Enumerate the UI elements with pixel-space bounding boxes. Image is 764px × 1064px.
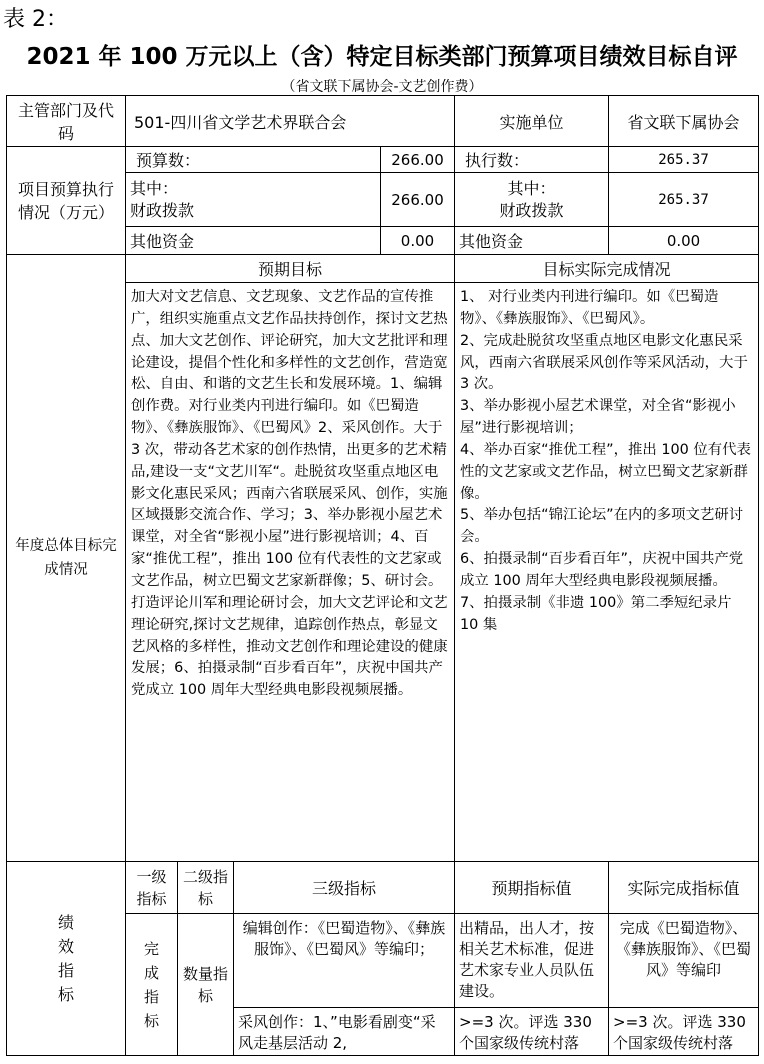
- actual-goal-item: 3、举办影视小屋艺术课堂，对全省“影视小屋”进行影视培训；: [460, 398, 736, 437]
- other-funds-label-left: 其他资金: [126, 227, 381, 255]
- table-number-label: 表 2：: [3, 7, 68, 32]
- other-funds-label-right: 其他资金: [455, 227, 609, 255]
- actual-goal-list: [455, 283, 759, 862]
- unit-label: 实施单位: [455, 96, 609, 147]
- document-title: 2021 年 100 万元以上（含）特定目标类部门预算项目绩效目标自评: [26, 44, 738, 70]
- col-actual-header: 实际完成指标值: [609, 862, 759, 914]
- fiscal-label-left: 其中： 财政拨款: [126, 173, 381, 227]
- actual-goal-item: 2、完成赴脱贫攻坚重点地区电影文化惠民采风，西南六省联展采风创作等采风活动，大于 3 次。: [460, 332, 748, 393]
- dept-value: 501-四川省文学艺术界联合会: [126, 96, 455, 147]
- expected-goal-text: 加大对文艺信息、文艺现象、文艺作品的宣传推广，组织实施重点文艺作品扶持创作，探讨文艺热点、加大文艺创作、评论研究，加大文艺批评和理论建设，提倡个性化和多样性的文艺创作，营造宽松、自由、和谐的文艺生长和发展环境。1、编辑创作费。对行业类内刊进行编印。如《巴蜀造物》、《彝族服饰》、《巴蜀风》2、采风创作。大于 3 次，带动各艺术家的创作热情，出更多的艺术精品,建设一支“文艺川军“。赴脱贫攻坚重点地区电影文化惠民采风；西南六省联展采风、创作，实施区域摄影交流合作、学习；3、举办影视小屋艺术课堂，对全省“影视小屋”进行影视培训；4、百家“推优工程”，推出 100 位有代表性的文艺家或文艺作品，树立巴蜀文艺家新群像；5、研讨会。打造评论川军和理论研讨会，加大文艺评论和文艺理论研究,探讨文艺规律，追踪创作热点，彰显文艺风格的多样性，推动文艺创作和理论建设的健康发展；6、拍摄录制“百步看百年”，庆祝中国共产党成立 100 周年大型经典电影段视频展播。: [126, 283, 455, 862]
- actual-goal-item: 1、 对行业类内刊进行编印。如《巴蜀造物》、《彝族服饰》、《巴蜀风》。: [460, 289, 719, 327]
- col-level3-header: 三级指标: [234, 862, 455, 914]
- col-level2-header: 二级指标: [178, 862, 234, 914]
- level2-value: 数量指标: [178, 914, 234, 1056]
- indicator-level3: 采风创作：1、”电影看剧变“采风走基层活动 2,: [234, 1008, 455, 1056]
- fiscal-value-left: 266.00: [381, 173, 455, 227]
- level1-value: [126, 914, 178, 1056]
- actual-goal-item: 5、举办包括“锦江论坛”在内的多项文艺研讨会。: [460, 507, 744, 546]
- indicator-level3: 编辑创作：《巴蜀造物》、《彝族服饰》、《巴蜀风》等编印；: [234, 914, 455, 1008]
- col-level1-header: 一级指标: [126, 862, 178, 914]
- exec-amount-value: 265.37: [609, 147, 759, 173]
- performance-label: [7, 862, 126, 1056]
- budget-amount-value: 266.00: [381, 147, 455, 173]
- goals-label: 年度总体目标完成情况: [7, 255, 126, 862]
- dept-label: 主管部门及代码: [7, 96, 126, 147]
- indicator-expected: >=3 次。评选 330 个国家级传统村落: [455, 1008, 609, 1056]
- fiscal-label-right: 其中： 财政拨款: [455, 173, 609, 227]
- actual-goal-item: 4、举办百家“推优工程”，推出 100 位有代表性的文艺家或文艺作品，树立巴蜀文艺家新群像。: [460, 441, 751, 502]
- unit-value: 省文联下属协会: [609, 96, 759, 147]
- actual-goal-item: 6、拍摄录制“百步看百年”，庆祝中国共产党成立 100 周年大型经典电影段视频展播。: [460, 551, 744, 589]
- budget-amount-label: 预算数：: [126, 147, 381, 173]
- actual-goal-item: 7、拍摄录制《非遗 100》第二季短纪录片 10 集: [460, 594, 732, 633]
- indicator-expected: 出精品，出人才，按相关艺术标准，促进艺术家专业人员队伍建设。: [455, 914, 609, 1008]
- document-subtitle: （省文联下属协会-文艺创作费）: [281, 79, 483, 95]
- other-funds-value-right: 0.00: [609, 227, 759, 255]
- budget-label: 项目预算执行情况（万元）: [7, 147, 126, 255]
- level1-value-text: 完 成 指 标: [143, 939, 159, 1030]
- exec-amount-label: 执行数：: [455, 147, 609, 173]
- other-funds-value-left: 0.00: [381, 227, 455, 255]
- expected-goal-header: 预期目标: [126, 255, 455, 283]
- col-expected-header: 预期指标值: [455, 862, 609, 914]
- fiscal-value-right: 265.37: [609, 173, 759, 227]
- indicator-actual: >=3 次。评选 330 个国家级传统村落: [609, 1008, 759, 1056]
- performance-label-text: 绩 效 指 标: [57, 912, 74, 1004]
- indicator-actual: 完成《巴蜀造物》、《彝族服饰》、《巴蜀风》等编印: [609, 914, 759, 1008]
- actual-goal-header: 目标实际完成情况: [455, 255, 759, 283]
- performance-table: [6, 95, 759, 1056]
